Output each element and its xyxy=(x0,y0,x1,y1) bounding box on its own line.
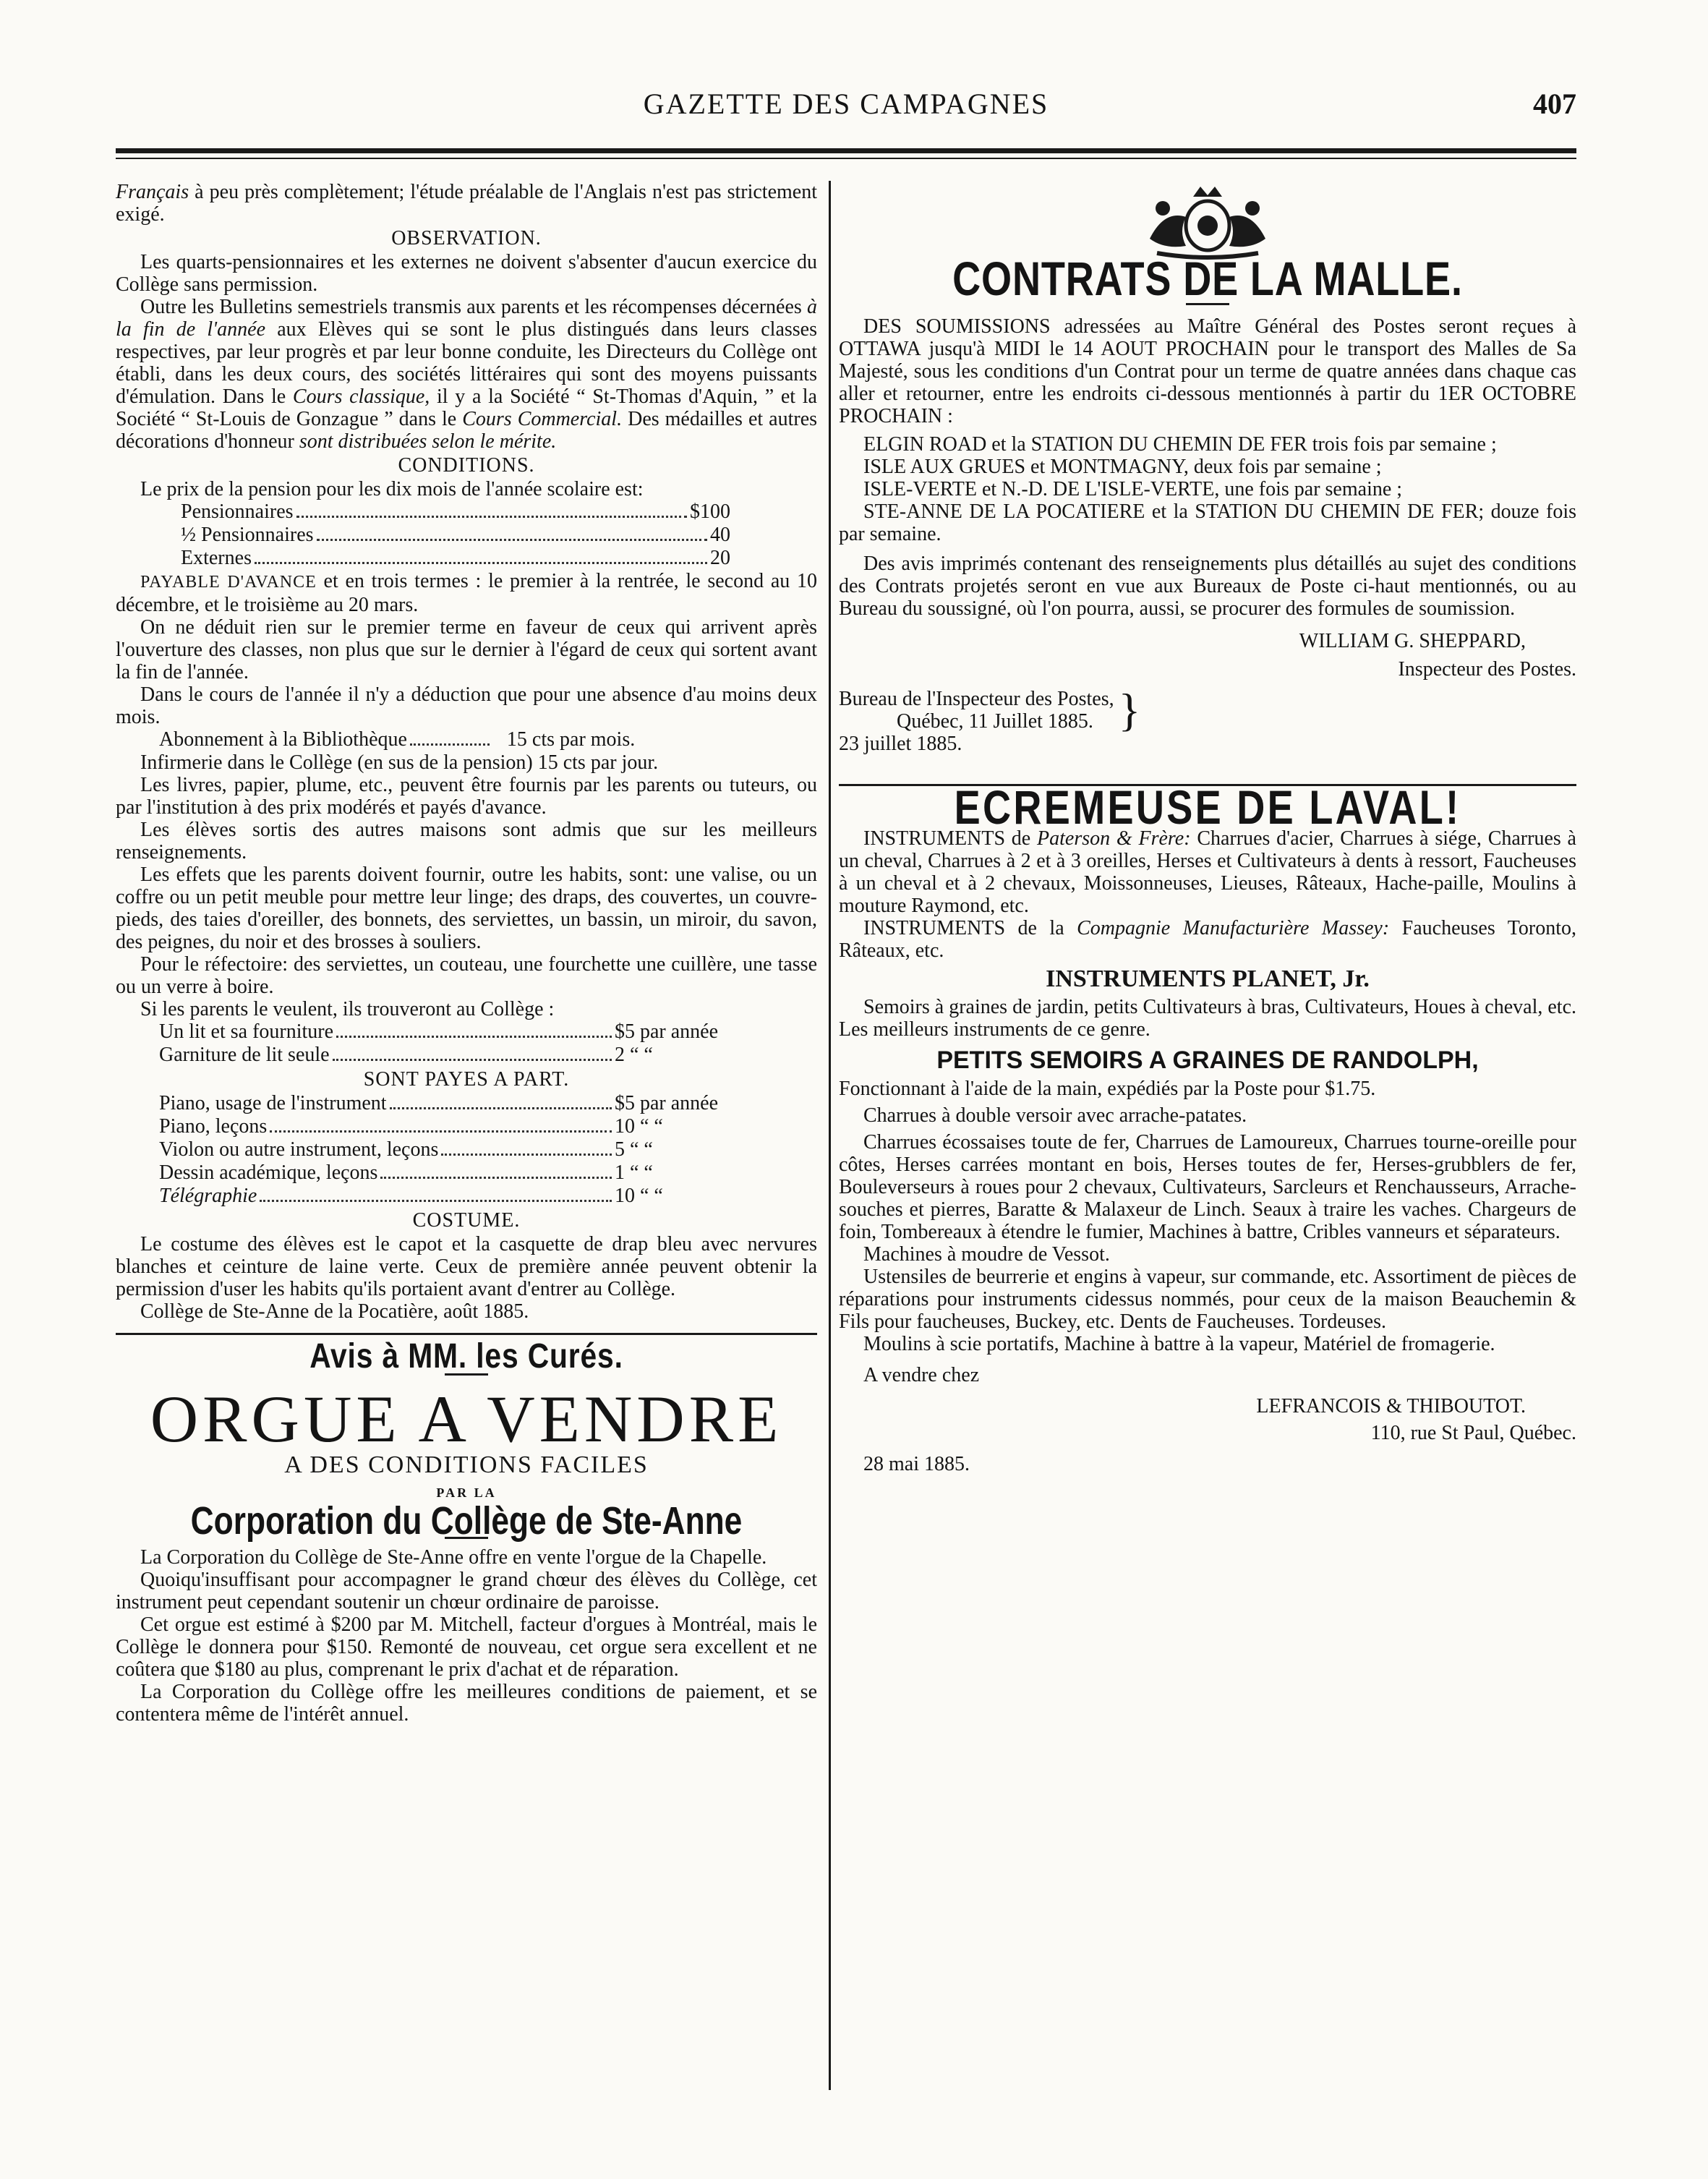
text-run: à la fin de l'année xyxy=(116,296,817,341)
route-item: STE-ANNE DE LA POCATIERE et la STATION DU CHEMIN DE FER; douze fois par semaine. xyxy=(839,500,1576,545)
signature-title: Inspecteur des Postes. xyxy=(1398,658,1576,681)
conditions-p7: Les élèves sortis des autres maisons sont admis que sur les meilleurs renseignements. xyxy=(116,819,817,864)
right-column xyxy=(839,181,1576,1475)
payes-row xyxy=(159,1092,738,1115)
conditions-p5: Infirmerie dans le Collège (en sus de la pension) 15 cts par jour. xyxy=(140,751,659,774)
orgue-heading: ORGUE A VENDRE xyxy=(150,1382,783,1456)
payes-value: 5 “ “ xyxy=(615,1138,653,1161)
fee-row xyxy=(181,524,730,547)
payes-row xyxy=(159,1115,738,1138)
ecremeuse-p6: Charrues écossaises toute de fer, Charrues de Lamoureux, Charrues tourne-oreille pour côtes, Herses carrées montant en bois, Herses toutes de fer, Herses-grubblers de fer, Bouleverseurs à roues pour 2 chevaux, Cultivateurs, Sarcleurs et Renchausseurs, Arrache-souches et pierres, Baratte & Malaxeur de Linch. Seaux à traire les vaches. Chargeurs de foin, Tombereaux à étendre le fumier, Machines à battre, Cribles vanneurs et séparateurs. xyxy=(839,1131,1576,1243)
avis-p2: Quoiqu'insuffisant pour accompagner le grand chœur des élèves du Collège, cet instrument peut cependant soutenir un chœur ordinaire de paroisse. xyxy=(116,1569,817,1613)
contrats-p1: DES SOUMISSIONS adressées au Maître Général des Postes seront reçues à OTTAWA jusqu'à MIDI le 14 AOUT PROCHAIN pour le transport des Malles de Sa Majesté, sous les conditions d'un Contrat pour un terme de quatre années dans chaque cas aller et retourner, entre les endroits ci-dessous mentionnés à partir du 1ER OCTOBRE PROCHAIN : xyxy=(839,315,1576,427)
route-item: ELGIN ROAD et la STATION DU CHEMIN DE FER trois fois par semaine ; xyxy=(863,433,1497,456)
payes-label: Piano, leçons xyxy=(159,1115,268,1138)
payes-label: Télégraphie xyxy=(159,1185,257,1207)
payes-value: 10 “ “ xyxy=(615,1185,663,1207)
text-run: Cours Commercial. xyxy=(462,408,623,430)
payes-value: 1 “ “ xyxy=(615,1161,653,1184)
text-run: aux Elèves qui se sont le plus distingués dans leurs classes respectives, par leur progrès et par leur bonne conduite, les Directeurs du Collège ont établi, dans les deux cours, des sociétés littéraires qui sont des moyens puissants d'émulation. Dans le xyxy=(116,318,817,408)
avis-p4: La Corporation du Collège offre les meilleures conditions de paiement, et se contentera même de l'intérêt annuel. xyxy=(116,1681,817,1726)
route-item: ISLE-VERTE et N.-D. DE L'ISLE-VERTE, une fois par semaine ; xyxy=(863,478,1403,500)
ecremeuse-p8: Ustensiles de beurrerie et engins à vapeur, sur commande, etc. Assortiment de pièces de réparations pour instruments cidessus nommés, pour ceux de la maison Beauchemin & Fils pour faucheuses, Buckey, etc. Dents de Faucheuses. Tordeuses. xyxy=(839,1266,1576,1333)
payes-value: $5 par année xyxy=(615,1092,719,1114)
lit-label: Un lit et sa fourniture xyxy=(159,1020,334,1043)
text-run: INSTRUMENTS de xyxy=(863,827,1038,850)
observation-p1: Les quarts-pensionnaires et les externes ne doivent s'absenter d'aucun exercice du Collège sans permission. xyxy=(116,251,817,296)
bureau-line-1: Bureau de l'Inspecteur des Postes, xyxy=(839,688,1114,710)
text-run: Faucheuses Toronto, Râteaux, etc. xyxy=(839,917,1576,962)
payes-table xyxy=(159,1092,738,1208)
text-run: INSTRUMENTS de la xyxy=(863,917,1077,939)
fee-row xyxy=(181,547,730,570)
fee-value: 40 xyxy=(710,524,730,546)
text-run: Cours classique, xyxy=(292,385,430,408)
dot-leader xyxy=(336,1036,612,1038)
conditions-subheading: A DES CONDITIONS FACILES xyxy=(284,1451,649,1478)
text-run: Compagnie Manufacturière Massey: xyxy=(1077,917,1390,939)
ecremeuse-p9: Moulins à scie portatifs, Machine à battre à la vapeur, Matériel de fromagerie. xyxy=(863,1333,1495,1355)
dot-leader xyxy=(333,1059,612,1061)
dot-leader xyxy=(260,1200,612,1202)
left-column xyxy=(116,181,817,1726)
page-header xyxy=(116,80,1576,130)
header-rule-thick xyxy=(116,148,1576,153)
route-item: ISLE AUX GRUES et MONTMAGNY, deux fois par semaine ; xyxy=(863,456,1382,478)
observation-p2 xyxy=(116,296,817,453)
text-run: et en trois termes : le premier à la rentrée, le second au 10 décembre, et le troisième au 20 mars. xyxy=(116,570,817,616)
planet-heading: INSTRUMENTS PLANET, Jr. xyxy=(1046,965,1370,992)
lit-value: 2 “ “ xyxy=(615,1044,653,1066)
contrats-date: 23 juillet 1885. xyxy=(839,733,962,755)
fee-label: Externes xyxy=(181,547,252,569)
observation-title: OBSERVATION. xyxy=(391,227,542,250)
conditions-p10: Si les parents le veulent, ils trouveront au Collège : xyxy=(140,998,555,1020)
vendor-name: LEFRANCOIS & THIBOUTOT. xyxy=(1256,1395,1526,1417)
avis-p3: Cet orgue est estimé à $200 par M. Mitchell, facteur d'orgues à Montréal, mais le Collège le donnera pour $150. Remonté de nouveau, cet orgue sera excellent et ne coûtera que $180 au plus, comprenant le prix d'achat et de réparation. xyxy=(116,1613,817,1681)
contrats-p2: Des avis imprimés contenant des renseignements plus détaillés au sujet des conditions des Contrats projetés seront en vue aux Bureaux de Poste ci-haut mentionnés, ou au Bureau du soussigné, où l'on pourra, aussi, se procurer des formules de soumission. xyxy=(839,553,1576,620)
conditions-title: CONDITIONS. xyxy=(398,454,535,477)
payes-value: 10 “ “ xyxy=(615,1115,663,1138)
payable-smallcaps: PAYABLE D'AVANCE xyxy=(140,573,317,592)
dot-leader xyxy=(380,1177,612,1179)
dot-leader xyxy=(441,1154,612,1156)
ecremeuse-p4: Fonctionnant à l'aide de la main, expédiés par la Poste pour $1.75. xyxy=(839,1078,1376,1100)
payes-row xyxy=(159,1161,738,1185)
payes-label: Dessin académique, leçons xyxy=(159,1161,378,1184)
ecremeuse-p1 xyxy=(839,827,1576,917)
avis-p1: La Corporation du Collège de Ste-Anne offre en vente l'orgue de la Chapelle. xyxy=(140,1546,767,1569)
dot-leader xyxy=(317,539,707,541)
text-run: Paterson & Frère: xyxy=(1037,827,1191,850)
lit-label: Garniture de lit seule xyxy=(159,1044,330,1066)
pension-fee-table xyxy=(181,500,730,570)
ecremeuse-date: 28 mai 1885. xyxy=(863,1453,970,1475)
bureau-line-2: Québec, 11 Juillet 1885. xyxy=(897,710,1093,733)
dot-leader xyxy=(390,1107,612,1109)
text-run: Des médailles et autres décorations d'honneur xyxy=(116,408,818,453)
corporation-heading: Corporation du Collège de Ste-Anne xyxy=(190,1499,743,1543)
lit-row xyxy=(159,1020,738,1044)
conditions-p6: Les livres, papier, plume, etc., peuvent être fournis par les parents ou tuteurs, ou par l'institution à des prix modérés et payés d'avance. xyxy=(116,774,817,819)
randolph-heading: PETITS SEMOIRS A GRAINES DE RANDOLPH, xyxy=(936,1046,1479,1074)
ecremeuse-p2 xyxy=(839,917,1576,962)
text-run: il y a la Société “ St-Thomas d'Aquin, ” et la Société “ St-Louis de Gonzague ” dans le xyxy=(116,385,817,430)
lit-row xyxy=(159,1044,738,1067)
ecremeuse-p10: A vendre chez xyxy=(863,1364,980,1386)
conditions-p4: Dans le cours de l'année il n'y a déduction que pour une absence d'au moins deux mois. xyxy=(116,683,817,728)
contrats-heading: CONTRATS DE LA MALLE. xyxy=(952,252,1463,305)
text-run: Charrues d'acier, Charrues à siége, Charrues à un cheval, Charrues à 2 et à 3 oreilles, Herses et Cultivateurs à dents à ressort, Faucheuses à un cheval et à 2 chevaux, Moissonneuses, Lieuses, Râteaux, Hache-paille, Moulins à mouture Raymond, etc. xyxy=(839,827,1576,917)
costume-title: COSTUME. xyxy=(412,1209,521,1232)
conditions-p8: Les effets que les parents doivent fournir, outre les habits, sont: une valise, ou un coffre ou un petit meuble pour mettre leur linge; des draps, des couvertes, un couvre-pieds, des taies d'oreiller, des bonnets, des serviettes, un bassin, un miroir, du savon, des peignes, du noir et des brosses à souliers. xyxy=(116,864,817,953)
brace-glyph: } xyxy=(1118,684,1141,735)
costume-p2: Collège de Ste-Anne de la Pocatière, août 1885. xyxy=(140,1300,529,1323)
vendor-address: 110, rue St Paul, Québec. xyxy=(1370,1422,1576,1444)
par-la-label: PAR LA xyxy=(436,1485,497,1500)
payes-row xyxy=(159,1185,738,1208)
intro-italic: Français xyxy=(116,181,189,203)
lit-value: $5 par année xyxy=(615,1020,719,1043)
fee-label: ½ Pensionnaires xyxy=(181,524,314,546)
fee-label: Pensionnaires xyxy=(181,500,294,523)
conditions-p3: On ne déduit rien sur le premier terme en faveur de ceux qui arrivent après l'ouverture des classes, non plus que sur le dernier à l'égard de ceux qui sortent avant la fin de l'année. xyxy=(116,616,817,683)
dot-leader xyxy=(255,562,707,564)
conditions-p1: Le prix de la pension pour les dix mois de l'année scolaire est: xyxy=(140,478,644,500)
abonnement-row xyxy=(159,728,774,751)
ecremeuse-heading: ECREMEUSE DE LAVAL! xyxy=(954,780,1461,834)
intro-text: à peu près complètement; l'étude préalable de l'Anglais n'est pas strictement exigé. xyxy=(116,181,817,226)
lit-table xyxy=(159,1020,738,1067)
dot-leader xyxy=(296,516,687,518)
payes-title: SONT PAYES A PART. xyxy=(363,1068,570,1091)
abonnement-value: 15 cts par mois. xyxy=(506,728,636,751)
page-number: 407 xyxy=(1533,88,1576,120)
text-run: sont distribuées selon le mérite. xyxy=(299,430,557,453)
signature-name: WILLIAM G. SHEPPARD, xyxy=(1299,630,1526,652)
payes-label: Piano, usage de l'instrument xyxy=(159,1092,387,1114)
abonnement-label: Abonnement à la Bibliothèque xyxy=(159,728,407,751)
bureau-block xyxy=(839,684,1576,735)
dot-leader xyxy=(410,743,490,746)
text-run: Outre les Bulletins semestriels transmis aux parents et les récompenses décernées xyxy=(140,296,807,318)
intro-paragraph xyxy=(116,181,817,226)
avis-heading: Avis à MM. les Curés. xyxy=(309,1337,623,1376)
fee-value: 20 xyxy=(710,547,730,569)
ecremeuse-p5: Charrues à double versoir avec arrache-patates. xyxy=(863,1104,1247,1127)
payes-row xyxy=(159,1138,738,1161)
costume-p1: Le costume des élèves est le capot et la casquette de drap bleu avec nervures blanches et ceinture de laine verte. Ceux de première année peuvent obtenir la permission d'user les habits qu'ils portaient avant d'entrer au Collège. xyxy=(116,1233,817,1300)
header-rule-thin xyxy=(116,158,1576,159)
conditions-p2 xyxy=(116,570,817,616)
fee-value: $100 xyxy=(690,500,730,523)
newspaper-title: GAZETTE DES CAMPAGNES xyxy=(643,88,1049,120)
dot-leader xyxy=(270,1130,612,1133)
ecremeuse-p7: Machines à moudre de Vessot. xyxy=(863,1243,1110,1266)
fee-row xyxy=(181,500,730,524)
payes-label: Violon ou autre instrument, leçons xyxy=(159,1138,439,1161)
royal-arms-emblem xyxy=(1135,181,1280,260)
ecremeuse-p3: Semoirs à graines de jardin, petits Cultivateurs à bras, Cultivateurs, Houes à cheval, etc. Les meilleurs instruments de ce genre. xyxy=(839,996,1576,1041)
conditions-p9: Pour le réfectoire: des serviettes, un couteau, une fourchette une cuillère, une tasse ou un verre à boire. xyxy=(116,953,817,998)
bureau-lines xyxy=(839,688,1114,733)
section-rule xyxy=(116,1333,817,1335)
column-divider xyxy=(829,181,831,2090)
